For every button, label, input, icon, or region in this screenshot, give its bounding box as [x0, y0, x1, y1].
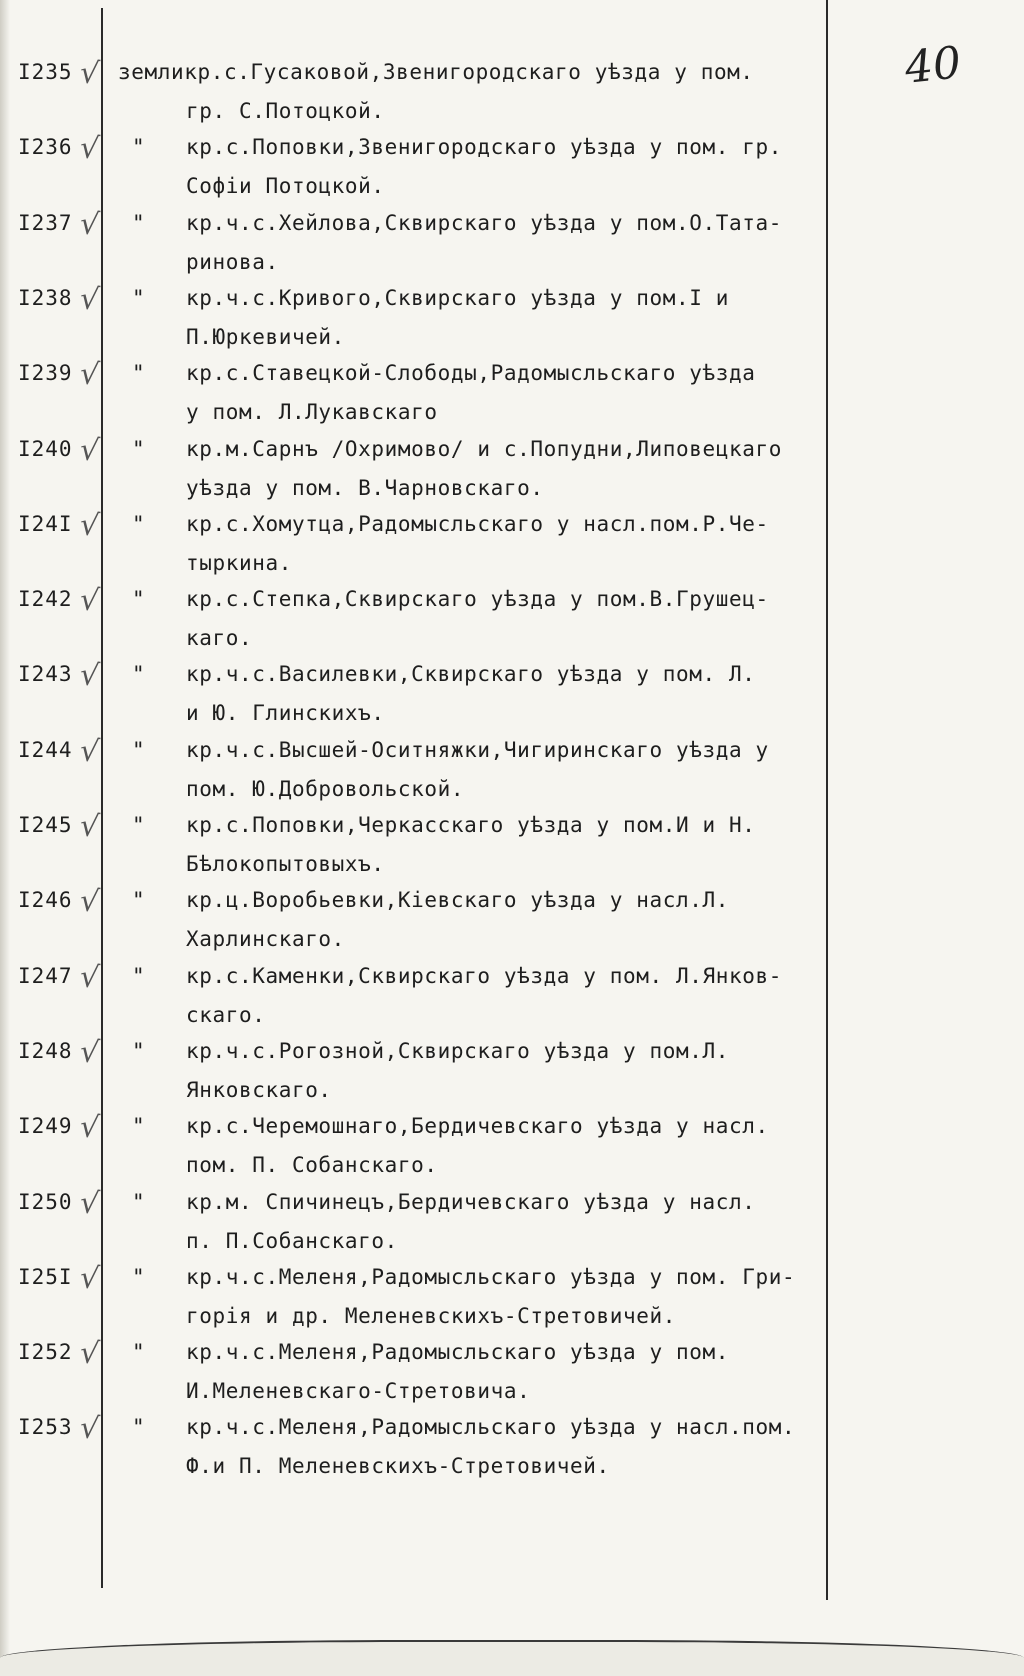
entry-text-line2: И.Меленевскаго-Стретовича.: [186, 1379, 531, 1404]
entry-text-line2: и Ю. Глинскихъ.: [186, 701, 385, 726]
entry-text-line2: пом. П. Собанскаго.: [186, 1153, 438, 1178]
entry-row: [0, 431, 1024, 515]
entry-text-line2: Бѣлокопытовыхъ.: [186, 852, 385, 876]
entry-number: I244: [18, 737, 73, 762]
entry-text-line2: Ф.и П. Меленевскихъ-Стретовичей.: [186, 1454, 610, 1479]
entry-text-line1: кр.ч.с.Меленя,Радомысльскаго уѣзда у насл.пом.: [186, 1415, 796, 1440]
entry-text-line1: кр.с.Ставецкой-Слободы,Радомысльскаго уѣзда: [186, 361, 756, 386]
check-mark-icon: √: [78, 1033, 101, 1071]
check-mark-icon: √: [78, 883, 101, 921]
entry-text-line2: Софіи Потоцкой.: [186, 174, 385, 199]
ditto-mark: ": [132, 511, 145, 536]
check-mark-icon: √: [78, 732, 101, 770]
page-number: 40: [902, 37, 964, 94]
check-mark-icon: √: [78, 1335, 101, 1372]
entry-text-line2: горія и др. Меленевскихъ-Стретовичей.: [186, 1303, 676, 1328]
entry-row: [0, 1410, 1024, 1493]
ditto-mark: ": [132, 737, 145, 762]
entry-row: [0, 1335, 1024, 1418]
entry-text-line1: кр.с.Черемошнаго,Бердичевскаго уѣзда у насл.: [186, 1114, 769, 1139]
entry-text-line2: скаго.: [186, 1002, 266, 1027]
entry-text-line1: кр.ч.с.Меленя,Радомысльскаго уѣзда у пом. Гри-: [186, 1264, 796, 1289]
entry-text-line1: кр.ч.с.Рогозной,Сквирскаго уѣзда у пом.Л.: [186, 1038, 729, 1063]
entry-row: [0, 1259, 1024, 1343]
check-mark-icon: √: [78, 808, 101, 845]
entry-text-line2: П.Юркевичей.: [186, 324, 345, 349]
check-mark-icon: √: [78, 431, 101, 469]
entry-text-line1: кр.ч.с.Василевки,Сквирскаго уѣзда у пом. Л.: [186, 662, 756, 687]
entry-text-line2: каго.: [186, 626, 253, 651]
entry-number: I25I: [18, 1264, 73, 1289]
entry-text-line1: кр.с.Поповки,Черкасскаго уѣзда у пом.И и Н.: [186, 813, 756, 837]
ditto-mark: ": [132, 662, 145, 687]
ditto-mark: ": [132, 1038, 145, 1063]
entry-row: [0, 582, 1024, 665]
entry-number: I235: [18, 60, 73, 84]
entry-text-line2: уѣзда у пом. В.Чарновскаго.: [186, 475, 544, 500]
entry-row: [0, 808, 1024, 891]
check-mark-icon: √: [78, 958, 101, 996]
check-mark-icon: √: [78, 130, 101, 168]
entry-row: [0, 1033, 1024, 1117]
entry-text-line2: у пом. Л.Лукавскаго: [186, 400, 438, 425]
entry-number: I245: [18, 813, 73, 837]
entry-text-line2: ринова.: [186, 249, 279, 274]
entry-row: [0, 1184, 1024, 1268]
check-mark-icon: √: [78, 1410, 101, 1448]
ditto-mark: ": [132, 587, 145, 612]
entry-row: [0, 55, 1024, 138]
entry-number: I240: [18, 436, 73, 461]
entry-text-line1: кр.ч.с.Кривого,Сквирскаго уѣзда у пом.I и: [186, 285, 729, 310]
entry-row: [0, 1109, 1024, 1192]
page-bottom-edge: [0, 1640, 1024, 1676]
entry-row: [0, 205, 1024, 289]
entry-number: I250: [18, 1189, 73, 1214]
entry-number: I247: [18, 963, 73, 988]
entry-number: I242: [18, 587, 73, 612]
check-mark-icon: √: [78, 205, 101, 243]
entry-text-line1: кр.с.Поповки,Звенигородскаго уѣзда у пом. гр.: [186, 135, 782, 160]
ditto-mark: ": [132, 436, 145, 461]
check-mark-icon: √: [78, 582, 101, 619]
ditto-mark: ": [132, 1114, 145, 1139]
entry-text-line2: Янковскаго.: [186, 1077, 332, 1102]
entry-text-line1: кр.ч.с.Высшей-Оситняжки,Чигиринскаго уѣзда у: [186, 737, 769, 762]
entry-row: [0, 883, 1024, 966]
entry-number: I24I: [18, 511, 73, 536]
entry-row: [0, 130, 1024, 213]
entry-text-line1: кр.ч.с.Хейлова,Сквирскаго уѣзда у пом.О.Тата-: [186, 210, 782, 235]
entry-number: I249: [18, 1114, 73, 1139]
entry-row: [0, 657, 1024, 740]
ditto-mark: ": [132, 1340, 145, 1365]
entry-number: I252: [18, 1340, 73, 1365]
ditto-mark: ": [132, 963, 145, 988]
check-mark-icon: √: [78, 1109, 101, 1147]
entry-text-line2: пом. Ю.Добровольской.: [186, 776, 465, 801]
ditto-mark: ": [132, 1415, 145, 1440]
ditto-mark: ": [132, 285, 145, 310]
check-mark-icon: √: [78, 657, 101, 695]
entry-number: I253: [18, 1415, 73, 1440]
ditto-mark: ": [132, 1189, 145, 1214]
check-mark-icon: √: [78, 55, 101, 92]
ditto-mark: ": [132, 361, 145, 386]
entry-row: [0, 958, 1024, 1042]
entry-text-line2: Харлинскаго.: [186, 927, 345, 952]
entry-text-line1: кр.с.Каменки,Сквирскаго уѣзда у пом. Л.Янков-: [186, 963, 782, 988]
check-mark-icon: √: [78, 1259, 101, 1297]
check-mark-icon: √: [78, 1184, 101, 1222]
entry-row: [0, 356, 1024, 439]
entry-text-line1: кр.м. Спичинецъ,Бердичевскаго уѣзда у насл.: [186, 1189, 756, 1214]
entry-number: I239: [18, 361, 73, 386]
entry-number: I236: [18, 135, 73, 160]
entry-row: [0, 280, 1024, 364]
entry-row: [0, 732, 1024, 816]
check-mark-icon: √: [78, 280, 101, 318]
entry-text-line2: п. П.Собанскаго.: [186, 1228, 398, 1253]
entry-text-line1: кр.ч.с.Меленя,Радомысльскаго уѣзда у пом.: [186, 1340, 729, 1365]
entry-text-line1: кр.м.Сарнъ /Охримово/ и с.Попудни,Липовецкаго: [186, 436, 782, 461]
check-mark-icon: √: [78, 356, 101, 394]
entry-text-line1: кр.ц.Воробьевки,Кіевскаго уѣзда у насл.Л.: [186, 888, 729, 913]
entry-number: I248: [18, 1038, 73, 1063]
entry-number: I238: [18, 285, 73, 310]
entry-row: [0, 506, 1024, 590]
entry-text-line1: кр.с.Хомутца,Радомысльскаго у насл.пом.Р.Че-: [186, 511, 769, 536]
entry-text-line1: земликр.с.Гусаковой,Звенигородскаго уѣзда у пом.: [118, 60, 754, 84]
ditto-mark: ": [132, 210, 145, 235]
ditto-mark: ": [132, 1264, 145, 1289]
ditto-mark: ": [132, 888, 145, 913]
entry-number: I243: [18, 662, 73, 687]
entry-text-line2: гр. С.Потоцкой.: [186, 99, 385, 123]
check-mark-icon: √: [78, 506, 101, 544]
entry-text-line2: тыркина.: [186, 550, 292, 575]
entry-number: I246: [18, 888, 73, 913]
ditto-mark: ": [132, 135, 145, 160]
entry-text-line1: кр.с.Степка,Сквирскаго уѣзда у пом.В.Грушец-: [186, 587, 769, 612]
entry-number: I237: [18, 210, 73, 235]
ditto-mark: ": [132, 813, 145, 837]
